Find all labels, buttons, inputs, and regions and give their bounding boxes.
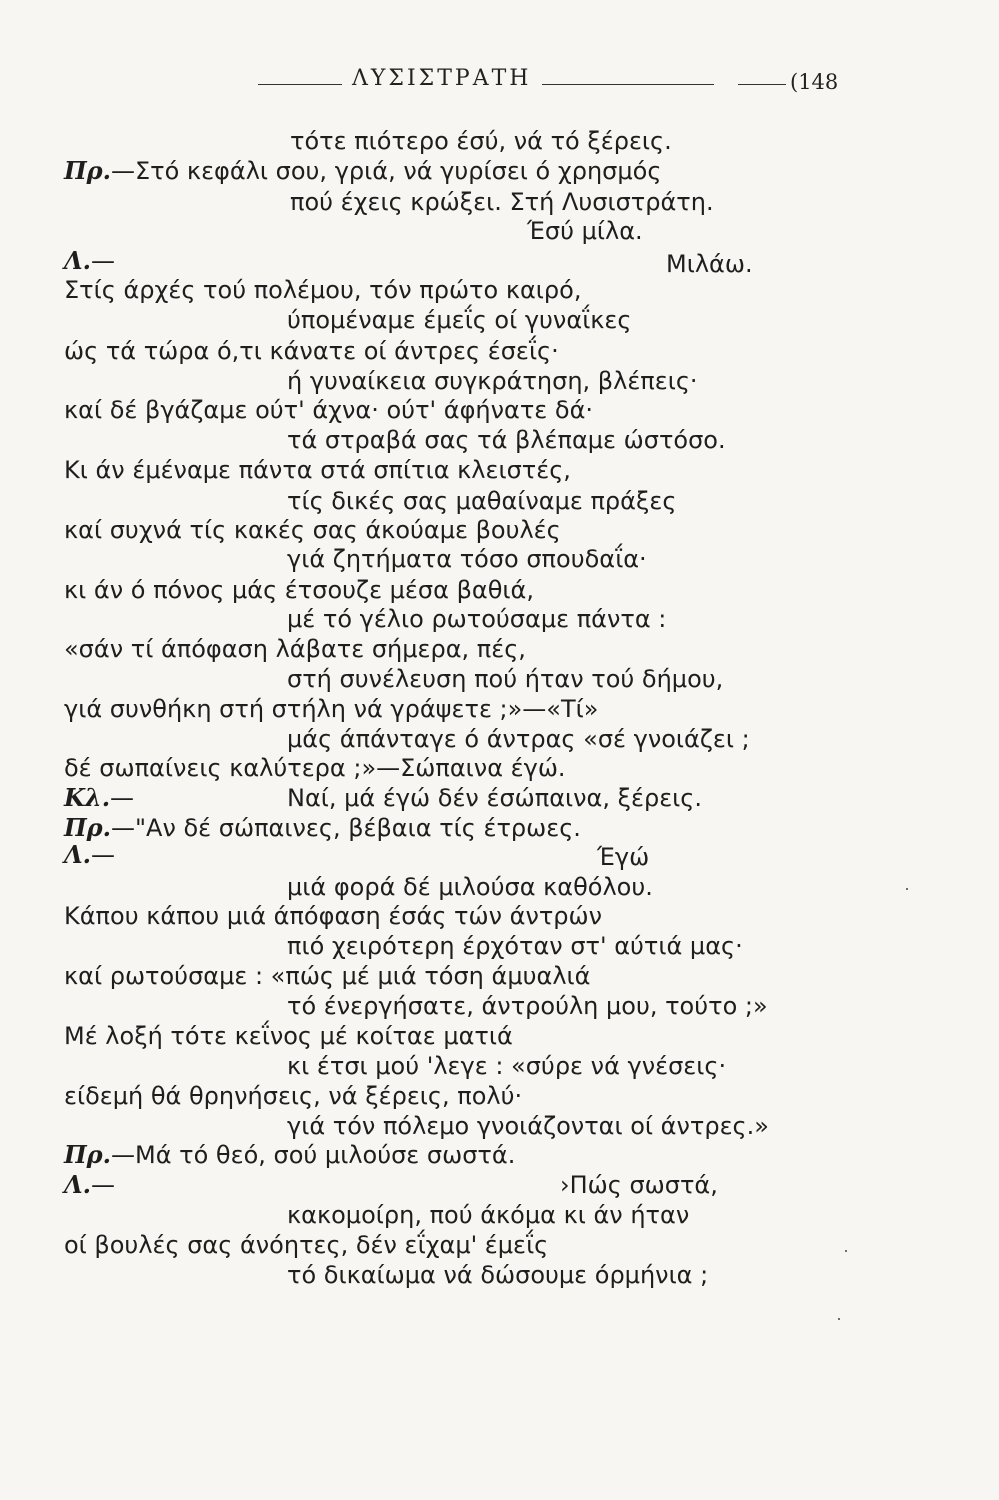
speaker-label: Λ. xyxy=(64,1170,91,1199)
line-text: —Στό κεφάλι σου, γριά, νά γυρίσει ό χρησμός xyxy=(111,157,662,185)
verse-line xyxy=(287,1111,769,1141)
verse-line xyxy=(64,275,581,305)
line-text: ύπομέναμε έμεΐς οί γυναΐκες xyxy=(287,306,632,334)
line-text: μέ τό γέλιο ρωτούσαμε πάντα : xyxy=(287,605,667,633)
verse-line xyxy=(287,1051,726,1081)
verse-line xyxy=(666,249,753,279)
verse-line xyxy=(287,991,768,1021)
speaker-label: Πρ. xyxy=(64,813,111,842)
verse-line xyxy=(290,126,672,156)
speaker-label: Λ. xyxy=(64,840,91,869)
running-header xyxy=(0,62,999,102)
verse-line xyxy=(64,395,593,425)
verse-line xyxy=(287,664,723,694)
verse-line xyxy=(64,1140,515,1170)
verse-line xyxy=(64,455,571,485)
verse-line xyxy=(287,1200,689,1230)
speaker-label: Πρ. xyxy=(64,156,111,185)
line-text: Έγώ xyxy=(597,843,650,871)
verse-line xyxy=(287,425,726,455)
verse-line xyxy=(287,486,676,516)
line-text: — xyxy=(90,841,115,869)
line-text: τό δικαίωμα νά δώσουμε όρμήνια ; xyxy=(287,1261,709,1289)
verse-line xyxy=(64,1021,513,1051)
verse-line xyxy=(64,156,661,186)
line-text: καί δέ βγάζαμε ούτ' άχνα· ούτ' άφήνατε δά· xyxy=(64,396,594,424)
verse-line xyxy=(64,961,590,991)
verse-line xyxy=(64,634,526,664)
line-text: Ναί, μά έγώ δέν έσώπαινα, ξέρεις. xyxy=(287,784,703,812)
verse-line xyxy=(64,246,115,276)
verse-line xyxy=(287,872,653,902)
verse-line xyxy=(290,187,714,217)
line-text: στή συνέλευση πού ήταν τού δήμου, xyxy=(287,665,724,693)
verse-line xyxy=(64,753,566,783)
line-text: Κι άν έμέναμε πάντα στά σπίτια κλειστές, xyxy=(64,456,571,484)
line-text: είδεμή θά θρηνήσεις, νά ξέρεις, πολύ· xyxy=(64,1082,523,1110)
verse-line xyxy=(64,1230,548,1260)
verse-line xyxy=(597,842,649,872)
speaker-label: Κλ. xyxy=(64,783,111,812)
verse-line xyxy=(287,305,631,335)
line-text: Μέ λοξή τότε κεΐνος μέ κοίταε ματιά xyxy=(64,1022,513,1050)
line-text: ή γυναίκεια συγκράτηση, βλέπεις· xyxy=(287,367,698,395)
line-text: μιά φορά δέ μιλούσα καθόλου. xyxy=(287,873,653,901)
verse-line xyxy=(64,1170,115,1200)
verse-line xyxy=(287,366,698,396)
verse-line xyxy=(64,901,602,931)
verse-line xyxy=(287,783,702,813)
line-text: ›Πώς σωστά, xyxy=(560,1171,718,1199)
verse-line xyxy=(64,783,134,813)
line-text: γιά τόν πόλεμο γνοιάζονται οί άντρες.» xyxy=(287,1112,769,1140)
verse-line xyxy=(64,575,534,605)
line-text: τότε πιότερο έσύ, νά τό ξέρεις. xyxy=(290,127,672,155)
line-text: τίς δικές σας μαθαίναμε πράξες xyxy=(287,487,677,515)
line-text: κακομοίρη, πού άκόμα κι άν ήταν xyxy=(287,1201,690,1229)
line-text: πού έχεις κρώξει. Στή Λυσιστράτη. xyxy=(290,188,714,216)
line-text: τά στραβά σας τά βλέπαμε ώστόσο. xyxy=(287,426,726,454)
line-text: μάς άπάνταγε ό άντρας «σέ γνοιάζει ; xyxy=(287,725,750,753)
verse-line xyxy=(287,604,666,634)
line-text: — xyxy=(90,1171,115,1199)
line-text: γιά συνθήκη στή στήλη νά γράψετε ;»—«Τί» xyxy=(64,695,599,723)
speaker-label: Πρ. xyxy=(64,1140,111,1169)
line-text: —Μά τό θεό, σού μιλούσε σωστά. xyxy=(111,1141,516,1169)
line-text: Κάπου κάπου μιά άπόφαση έσάς τών άντρών xyxy=(64,902,603,930)
line-text: Έσύ μίλα. xyxy=(527,217,643,245)
line-text: — xyxy=(90,247,115,275)
line-text: Στίς άρχές τού πολέμου, τόν πρώτο καιρό, xyxy=(64,276,582,304)
verse-line xyxy=(287,1260,708,1290)
verse-line xyxy=(64,515,561,545)
line-text: «σάν τί άπόφαση λάβατε σήμερα, πές, xyxy=(64,635,526,663)
line-text: πιό χειρότερη έρχόταν στ' αύτιά μας· xyxy=(287,932,743,960)
verse-line xyxy=(287,724,750,754)
line-text: καί συχνά τίς κακές σας άκούαμε βουλές xyxy=(64,516,561,544)
line-text: δέ σωπαίνεις καλύτερα ;»—Σώπαινα έγώ. xyxy=(64,754,566,782)
verse-line xyxy=(64,336,559,366)
line-text: γιά ζητήματα τόσο σπουδαΐα· xyxy=(287,545,647,573)
line-text: τό ένεργήσατε, άντρούλη μου, τούτο ;» xyxy=(287,992,768,1020)
verse-line xyxy=(64,694,598,724)
speaker-label: Λ. xyxy=(64,246,91,275)
verse-line xyxy=(64,840,115,870)
line-text: κι έτσι μού 'λεγε : «σύρε νά γνέσεις· xyxy=(287,1052,727,1080)
line-text: —"Αν δέ σώπαινες, βέβαια τίς έτρωες. xyxy=(111,814,581,842)
line-text: ώς τά τώρα ό,τι κάνατε οί άντρες έσεΐς· xyxy=(64,337,559,365)
print-speck xyxy=(906,888,908,890)
line-text: — xyxy=(110,784,135,812)
line-text: κι άν ό πόνος μάς έτσουζε μέσα βαθιά, xyxy=(64,576,534,604)
header-rule-middle xyxy=(542,84,714,85)
print-speck xyxy=(838,1318,840,1320)
header-title: ΛΥΣΙΣΤΡΑΤΗ xyxy=(352,66,532,91)
verse-line xyxy=(64,1081,522,1111)
print-speck xyxy=(845,1250,847,1252)
verse-line xyxy=(287,544,647,574)
header-rule-right xyxy=(738,84,786,85)
verse-line xyxy=(64,813,581,843)
verse-line xyxy=(527,216,643,246)
verse-line xyxy=(287,931,743,961)
page-number: (148 xyxy=(790,70,839,94)
line-text: Μιλάω. xyxy=(666,250,753,278)
verse-line xyxy=(560,1170,718,1200)
header-rule-left xyxy=(258,84,342,85)
line-text: καί ρωτούσαμε : «πώς μέ μιά τόση άμυαλιά xyxy=(64,962,591,990)
line-text: οί βουλές σας άνόητες, δέν εΐχαμ' έμεΐς xyxy=(64,1231,549,1259)
